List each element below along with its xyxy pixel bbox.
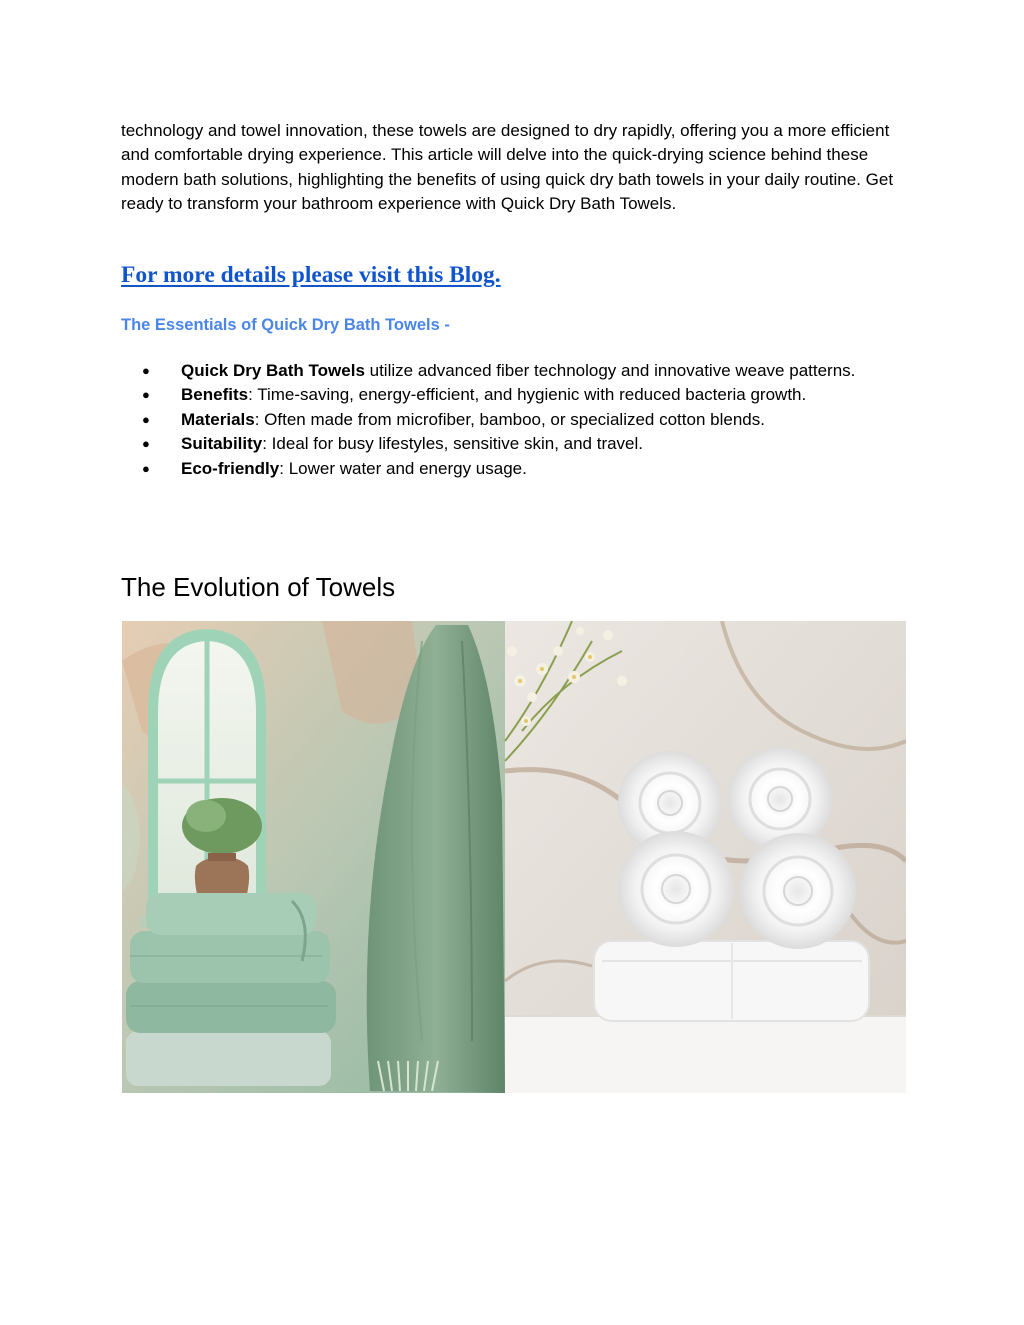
list-item-text: utilize advanced fiber technology and innovative weave patterns. bbox=[364, 361, 856, 380]
list-item-term: Materials bbox=[181, 409, 255, 429]
section-title: The Evolution of Towels bbox=[121, 572, 396, 602]
list-item-text: : Often made from microfiber, bamboo, or specialized cotton blends. bbox=[254, 409, 765, 429]
list-item-term: Benefits bbox=[181, 385, 249, 405]
list-item bbox=[121, 383, 901, 407]
bullet-icon: ● bbox=[142, 436, 150, 452]
essentials-heading: The Essentials of Quick Dry Bath Towels - bbox=[121, 316, 450, 334]
list-item bbox=[121, 408, 901, 432]
bullet-icon: ● bbox=[142, 411, 150, 427]
towels-illustration bbox=[122, 621, 906, 1093]
list-item-term: Eco-friendly bbox=[181, 458, 280, 478]
list-item-term: Quick Dry Bath Towels bbox=[181, 361, 365, 380]
towels-photo bbox=[122, 621, 906, 1093]
blog-link[interactable]: For more details please visit this Blog. bbox=[121, 262, 501, 288]
bullet-icon: ● bbox=[142, 363, 150, 378]
list-item bbox=[121, 359, 901, 383]
list-item bbox=[121, 432, 901, 456]
list-item-text: : Ideal for busy lifestyles, sensitive skin, and travel. bbox=[262, 434, 644, 454]
bullet-icon: ● bbox=[142, 460, 150, 476]
bullet-icon: ● bbox=[142, 387, 150, 403]
list-item-text: : Lower water and energy usage. bbox=[279, 458, 527, 478]
intro-paragraph: technology and towel innovation, these towels are designed to dry rapidly, offering you a more efficient and comfortable drying experience. This article will delve into the quick-drying science behind these modern bath solutions, highlighting the benefits of using quick dry bath towels in your daily routine. Get ready to transform your bathroom experience with Quick Dry Bath Towels. bbox=[121, 121, 894, 214]
list-item bbox=[121, 457, 901, 481]
list-item-term: Suitability bbox=[181, 434, 263, 454]
list-item-text: : Time-saving, energy-efficient, and hygienic with reduced bacteria growth. bbox=[248, 385, 807, 405]
essentials-list bbox=[121, 359, 901, 481]
